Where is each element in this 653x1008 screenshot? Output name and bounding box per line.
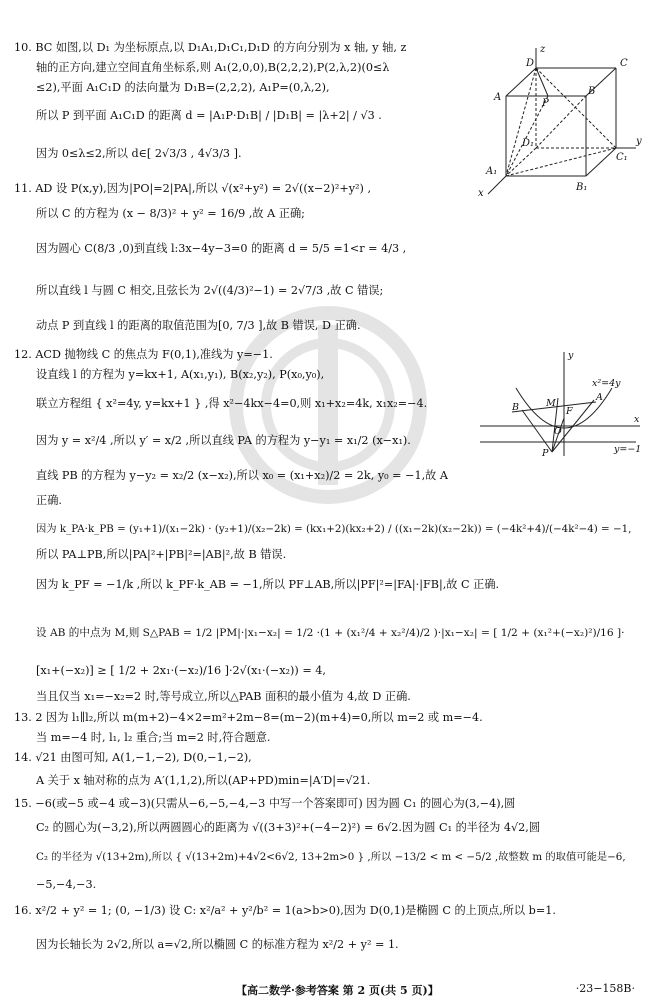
fig2-label: y	[568, 350, 574, 361]
text-line: ≤2),平面 A₁C₁D 的法向量为 D₁B=(2,2,2), A₁P=(0,λ,2),	[36, 81, 330, 94]
fig2-label: B	[512, 402, 519, 413]
fig1-label: A₁	[486, 166, 498, 177]
text-line: 动点 P 到直线 l 的距离的取值范围为[0, 7/3 ],故 B 错误, D 正确.	[36, 319, 361, 332]
text-line: 所以直线 l 与圆 C 相交,且弦长为 2√((4/3)²−1) = 2√7/3 ,故 C 错误;	[36, 284, 384, 297]
text-line: C₂ 的半径为 √(13+2m),所以 { √(13+2m)+4√2<6√2, 13+2m>0 } ,所以 −13/2 < m < −5/2 ,故整数 m 的取值可能是−6,	[36, 851, 626, 863]
text-line: A 关于 x 轴对称的点为 A′(1,1,2),所以(AP+PD)min=|A′D|=√21.	[36, 774, 371, 787]
fig1-label: C	[620, 58, 628, 69]
fig1-label: D₁	[522, 138, 535, 149]
text-line: 设直线 l 的方程为 y=kx+1, A(x₁,y₁), B(x₂,y₂), P(x₀,y₀),	[36, 368, 325, 381]
parabola-figure	[476, 348, 644, 458]
footer-code: ·23−158B·	[575, 982, 635, 995]
fig2-label: M	[546, 398, 556, 409]
text-line: 11. AD 设 P(x,y),因为|PO|=2|PA|,所以 √(x²+y²) = 2√((x−2)²+y²) ,	[14, 182, 372, 195]
text-line: 因为 y = x²/4 ,所以 y′ = x/2 ,所以直线 PA 的方程为 y−y₁ = x₁/2 (x−x₁).	[36, 434, 411, 447]
fig1-label: y	[636, 136, 642, 147]
text-line: 14. √21 由图可知, A(1,−1,−2), D(0,−1,−2),	[14, 751, 252, 764]
fig2-label: P	[542, 448, 549, 458]
footer-center: 【高二数学·参考答案 第 2 页(共 5 页)】	[236, 984, 439, 997]
text-line: [x₁+(−x₂)] ≥ [ 1/2 + 2x₁·(−x₂)/16 ]·2√(x₁·(−x₂)) = 4,	[36, 664, 326, 677]
text-line: 15. −6(或−5 或−4 或−3)(只需从−6,−5,−4,−3 中写一个答案即可) 因为圆 C₁ 的圆心为(3,−4),圆	[14, 797, 516, 810]
text-line: 因为圆心 C(8/3 ,0)到直线 l:3x−4y−3=0 的距离 d = 5/5 =1<r = 4/3 ,	[36, 242, 407, 255]
text-line: 当且仅当 x₁=−x₂=2 时,等号成立,所以△PAB 面积的最小值为 4,故 D 正确.	[36, 690, 411, 703]
text-line: 12. ACD 抛物线 C 的焦点为 F(0,1),准线为 y=−1.	[14, 348, 273, 361]
text-line: 设 AB 的中点为 M,则 S△PAB = 1/2 |PM|·|x₁−x₂| = 1/2 ·(1 + (x₁²/4 + x₂²/4)/2 )·|x₁−x₂| = [ 1/2 + (x₁²+(−x₂)²)/16 ]·	[36, 627, 625, 639]
fig2-label: O	[554, 426, 562, 437]
fig1-label: A	[494, 92, 502, 103]
fig1-label: P	[542, 98, 549, 109]
text-line: 所以 C 的方程为 (x − 8/3)² + y² = 16/9 ,故 A 正确;	[36, 207, 305, 220]
text-line: 当 m=−4 时, l₁, l₂ 重合;当 m=2 时,符合题意.	[36, 731, 271, 744]
text-line: 轴的正方向,建立空间直角坐标系,则 A₁(2,0,0),B(2,2,2),P(2,λ,2)(0≤λ	[36, 61, 390, 74]
fig1-label: B	[588, 86, 596, 97]
text-line: 正确.	[36, 494, 62, 507]
text-line: 因为长轴长为 2√2,所以 a=√2,所以椭圆 C 的标准方程为 x²/2 + y² = 1.	[36, 938, 399, 951]
text-line: 所以 PA⊥PB,所以|PA|²+|PB|²=|AB|²,故 B 错误.	[36, 548, 287, 561]
text-line: 10. BC 如图,以 D₁ 为坐标原点,以 D₁A₁,D₁C₁,D₁D 的方向分别为 x 轴, y 轴, z	[14, 41, 407, 54]
fig2-label: F	[566, 406, 573, 417]
text-line: 13. 2 因为 l₁∥l₂,所以 m(m+2)−4×2=m²+2m−8=(m−2)(m+4)=0,所以 m=2 或 m=−4.	[14, 711, 483, 724]
text-line: 所以 P 到平面 A₁C₁D 的距离 d = |A₁P·D₁B| / |D₁B| = |λ+2| / √3 .	[36, 109, 382, 122]
text-line: 因为 k_PF = −1/k ,所以 k_PF·k_AB = −1,所以 PF⊥AB,所以|PF|²=|FA|·|FB|,故 C 正确.	[36, 578, 500, 591]
text-line: 直线 PB 的方程为 y−y₂ = x₂/2 (x−x₂),所以 x₀ = (x₁+x₂)/2 = 2k, y₀ = −1,故 A	[36, 469, 448, 482]
text-line: 因为 k_PA·k_PB = (y₁+1)/(x₁−2k) · (y₂+1)/(x₂−2k) = (kx₁+2)(kx₂+2) / ((x₁−2k)(x₂−2k)) = (−4k²+4)/(−4k²−4) = −1,	[36, 523, 632, 535]
fig2-label: y=−1	[614, 444, 642, 455]
text-line: 联立方程组 { x²=4y, y=kx+1 } ,得 x²−4kx−4=0,则 x₁+x₂=4k, x₁x₂=−4.	[36, 397, 428, 410]
text-line: 16. x²/2 + y² = 1; (0, −1/3) 设 C: x²/a² + y²/b² = 1(a>b>0),因为 D(0,1)是椭圆 C 的上顶点,所以 b=1.	[14, 904, 556, 917]
fig1-label: C₁	[616, 152, 628, 163]
text-line: C₂ 的圆心为(−3,2),所以两圆圆心的距离为 √((3+3)²+(−4−2)²) = 6√2.因为圆 C₁ 的半径为 4√2,圆	[36, 821, 541, 834]
fig1-label: D	[526, 58, 535, 69]
page-footer	[0, 982, 653, 1000]
text-line: −5,−4,−3.	[36, 878, 97, 891]
fig2-label: A	[596, 392, 603, 403]
cube-figure	[476, 44, 644, 200]
fig1-label: x	[478, 188, 484, 199]
fig2-label: x	[634, 414, 640, 425]
fig1-label: B₁	[576, 182, 588, 193]
fig2-label: x²=4y	[592, 378, 621, 389]
text-line: 因为 0≤λ≤2,所以 d∈[ 2√3/3 , 4√3/3 ].	[36, 147, 242, 160]
fig1-label: z	[540, 44, 546, 55]
